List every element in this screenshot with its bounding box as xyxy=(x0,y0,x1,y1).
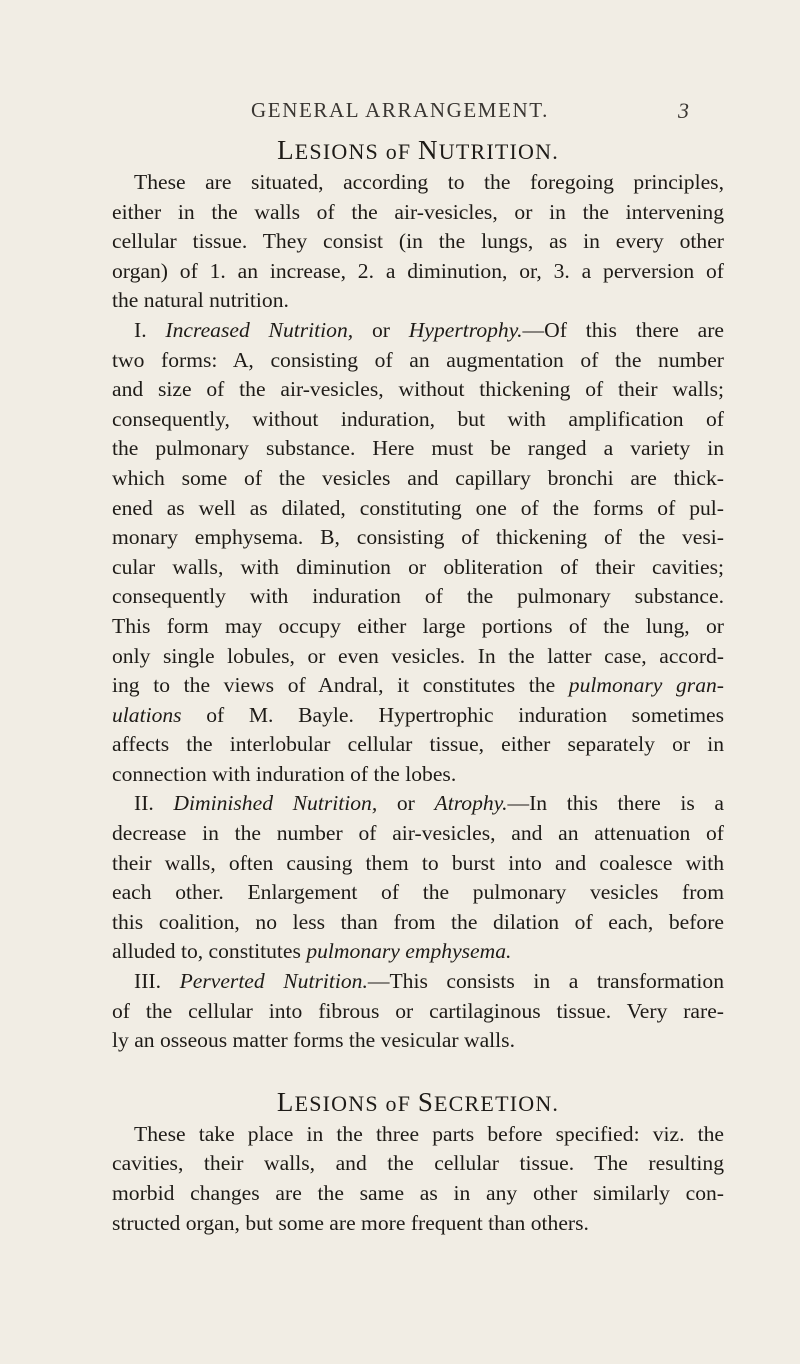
text-line: ened as well as dilated, constituting one of the forms of pul- xyxy=(112,495,724,520)
text-line: cellular tissue. They consist (in the lungs, as in every other xyxy=(112,229,724,254)
text-segment: —This consists in a transformation xyxy=(367,969,724,994)
text-line: connection with induration of the lobes. xyxy=(112,761,457,786)
text-line: only single lobules, or even vesicles. In the latter case, accord- xyxy=(112,643,724,668)
text-line: each other. Enlargement of the pulmonary vesicles from xyxy=(112,880,724,905)
text-line xyxy=(112,789,724,819)
text-line: cavities, their walls, and the cellular tissue. The resulting xyxy=(112,1151,724,1176)
paragraph-increased-nutrition xyxy=(112,316,724,790)
body-text xyxy=(112,134,724,1238)
text-line: monary emphysema. B, consisting of thickening of the vesi- xyxy=(112,525,724,550)
term-hypertrophy: Hypertrophy. xyxy=(408,317,523,342)
text-line: consequently, without induration, but with amplification of xyxy=(112,406,724,431)
term-pulmonary-granulations: pulmonary gran- xyxy=(568,673,724,698)
text-line: morbid changes are the same as in any other similarly con- xyxy=(112,1181,724,1205)
numeral: III. xyxy=(134,969,161,994)
text-line xyxy=(112,671,724,701)
text-line: organ) of 1. an increase, 2. a diminution, or, 3. a perversion of xyxy=(112,258,724,283)
numeral: I. xyxy=(134,317,147,342)
text-line: cular walls, with diminution or obliteration of their cavities; xyxy=(112,554,724,579)
term-pulmonary-granulations-cont: ulations xyxy=(112,702,182,727)
text-segment: —Of this there are xyxy=(522,317,725,342)
heading-lesions-of-secretion: LESIONS oF SECRETION. xyxy=(276,1086,560,1117)
page-number: 3 xyxy=(678,98,689,123)
text-line: affects the interlobular cellular tissue, either separately or in xyxy=(112,732,724,757)
text-line: this coalition, no less than from the dilation of each, before xyxy=(112,909,724,934)
text-line: which some of the vesicles and capillary bronchi are thick- xyxy=(112,465,724,490)
text-line: structed organ, but some are more frequent than others. xyxy=(112,1210,589,1235)
term-increased-nutrition: Increased Nutrition, xyxy=(165,317,354,342)
running-title: GENERAL ARRANGEMENT. xyxy=(251,98,549,122)
text-line: ly an osseous matter forms the vesicular walls. xyxy=(112,1028,515,1053)
text-line: and size of the air-vesicles, without thickening of their walls; xyxy=(112,377,724,402)
text-line xyxy=(112,316,724,346)
paragraph-secretion xyxy=(112,1120,724,1238)
paragraph-perverted-nutrition xyxy=(112,967,724,1056)
text-line: These are situated, according to the foregoing principles, xyxy=(134,170,724,194)
text-segment: of M. Bayle. Hypertrophic induration sometimes xyxy=(206,702,724,727)
text-line xyxy=(112,937,724,967)
term-pulmonary-emphysema: pulmonary emphysema. xyxy=(306,939,512,964)
text-line: consequently with induration of the pulmonary substance. xyxy=(112,584,724,609)
or-word: or xyxy=(396,791,415,816)
numeral: II. xyxy=(134,791,154,816)
text-line: the natural nutrition. xyxy=(112,288,289,313)
paragraph-nutrition-intro xyxy=(112,168,724,316)
term-diminished-nutrition: Diminished Nutrition, xyxy=(173,791,378,816)
text-line xyxy=(112,967,724,997)
term-atrophy: Atrophy. xyxy=(434,791,508,816)
text-line: either in the walls of the air-vesicles, or in the intervening xyxy=(112,199,724,224)
text-segment: ing to the views of Andral, it constitutes the xyxy=(112,673,556,698)
heading-lesions-of-nutrition: LESIONS oF NUTRITION. xyxy=(277,135,559,165)
text-segment: alluded to, constitutes xyxy=(112,939,301,964)
text-line: decrease in the number of air-vesicles, and an attenuation of xyxy=(112,821,724,846)
text-line: two forms: A, consisting of an augmentation of the number xyxy=(112,347,724,372)
running-head xyxy=(0,98,800,128)
text-line: the pulmonary substance. Here must be ranged a variety in xyxy=(112,436,724,461)
text-line: These take place in the three parts before specified: viz. the xyxy=(134,1121,724,1146)
text-line: This form may occupy either large portions of the lung, or xyxy=(112,613,724,638)
term-perverted-nutrition: Perverted Nutrition. xyxy=(179,969,368,994)
text-line xyxy=(112,701,724,731)
text-line: of the cellular into fibrous or cartilaginous tissue. Very rare- xyxy=(112,998,724,1023)
text-line: their walls, often causing them to burst into and coalesce with xyxy=(112,850,724,875)
paragraph-diminished-nutrition xyxy=(112,789,724,967)
or-word: or xyxy=(371,317,390,342)
section-gap xyxy=(112,1056,724,1086)
text-segment: —In this there is a xyxy=(507,791,724,816)
